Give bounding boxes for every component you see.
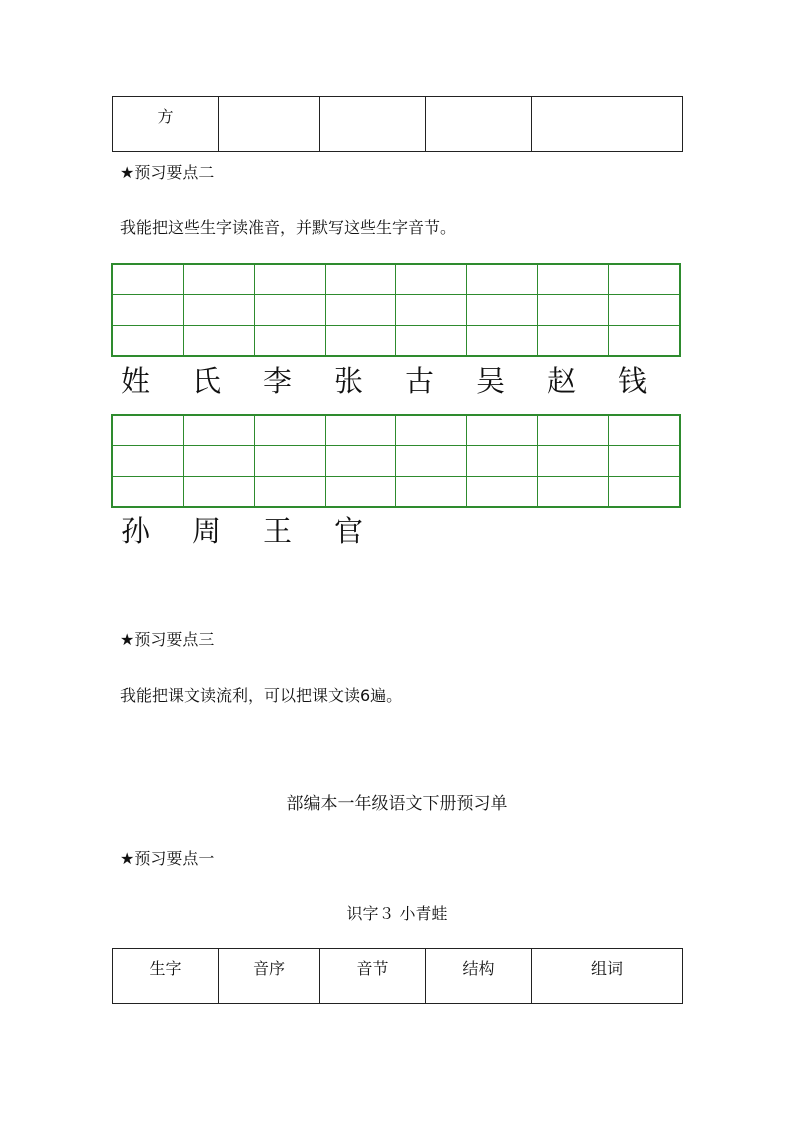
point2-heading: ★预习要点二: [120, 163, 215, 182]
character-row-1: [112, 364, 680, 398]
table-cell: 方: [113, 97, 219, 152]
character: 氏: [192, 364, 222, 398]
character: 孙: [121, 514, 151, 548]
pinyin-grid-1: [111, 263, 681, 357]
vocab-table: [112, 948, 683, 1004]
lesson-title: 识字３ 小青蛙: [346, 904, 448, 923]
header-cell: 生字: [113, 949, 219, 1004]
top-table: [112, 96, 683, 152]
point2-instruction: 我能把这些生字读准音，并默写这些生字音节。: [120, 218, 457, 237]
point3-instruction: 我能把课文读流利，可以把课文读6遍。: [120, 686, 403, 705]
character: 张: [334, 364, 364, 398]
table-cell: [426, 97, 532, 152]
header-cell: 组词: [532, 949, 683, 1004]
character: 赵: [547, 364, 577, 398]
table-cell: [320, 97, 426, 152]
character: 王: [263, 514, 293, 548]
character: 姓: [121, 364, 151, 398]
table-cell: [219, 97, 320, 152]
header-cell: 结构: [426, 949, 532, 1004]
pinyin-grid-2: [111, 414, 681, 508]
character: 官: [334, 514, 364, 548]
character: 李: [263, 364, 293, 398]
header-cell: 音序: [219, 949, 320, 1004]
worksheet-title: 部编本一年级语文下册预习单: [286, 794, 508, 814]
table-cell: [532, 97, 683, 152]
table-row: [113, 97, 683, 152]
character-row-2: [112, 514, 680, 548]
character: 古: [405, 364, 435, 398]
character: 钱: [618, 364, 648, 398]
character: 吴: [476, 364, 506, 398]
header-cell: 音节: [320, 949, 426, 1004]
character: 周: [192, 514, 222, 548]
point1-heading: ★预习要点一: [120, 849, 215, 868]
point3-heading: ★预习要点三: [120, 630, 215, 649]
table-header-row: [113, 949, 683, 1004]
